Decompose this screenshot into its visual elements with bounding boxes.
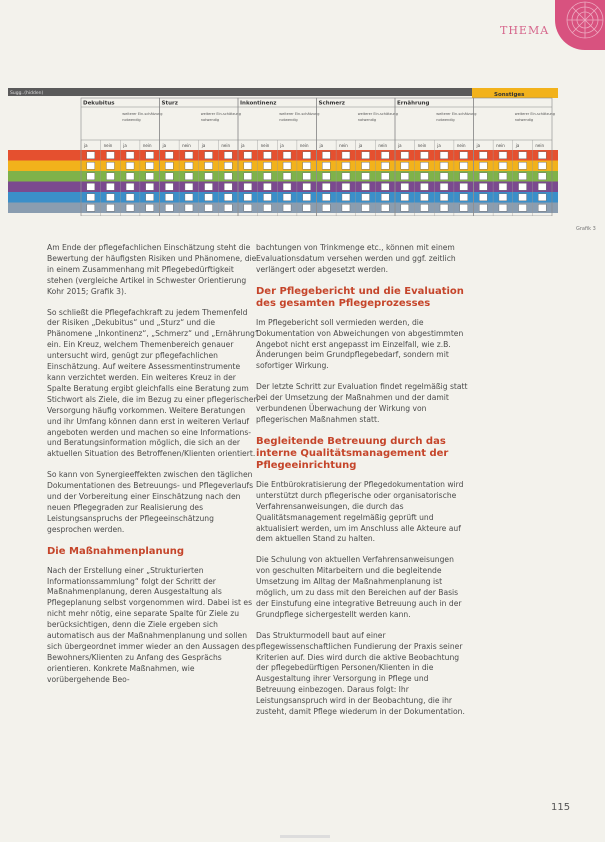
checkbox-cell [106, 183, 114, 190]
checkbox-cell [538, 194, 546, 201]
subheader-text: weiterer Ein-schätzung [122, 112, 163, 116]
paragraph: Im Pflegebericht soll vermieden werden, die Dokumentation von Abweichungen von abgestimmten Angebot nicht erst angepasst im Einzelfall, wie z.B. Änderungen beim Grundpflegebedarf, sondern mit sofortiger Wirkung. [256, 317, 464, 371]
checkbox-cell [224, 183, 232, 190]
checkbox-cell [283, 183, 291, 190]
checkbox-cell [420, 204, 428, 211]
paragraph: Nach der Erstellung einer „Strukturierten Informationssammlung“ folgt der Schritt der Maßnahmenplanung, deren Ausgestaltung als Pflegeplanung selbst vorgenommen wird. Dabei ist es nicht mehr nötig, eine separate Spalte für Ziele zu berücksichtigen, denn die Ziele ergeben sich automatisch aus der Maßnahmenplanung und sollen sich übergeordnet immer wieder an den Aussagen des Bewohners/Klienten zu Anfang des Gesprächs orientieren. Konkrete Maßnahmen, wie vorübergehende Beo- [47, 565, 256, 684]
subheader-text: weiterer Ein-schätzung [436, 112, 477, 116]
checkbox-cell [106, 152, 114, 159]
checkbox-cell [244, 194, 252, 201]
heading-massnahmenplanung: Die Maßnahmenplanung [47, 545, 185, 557]
checkbox-cell [499, 183, 507, 190]
checkbox-cell [205, 194, 213, 201]
checkbox-cell [165, 183, 173, 190]
checkbox-cell [165, 152, 173, 159]
checkbox-cell [165, 162, 173, 169]
checkbox-cell [460, 162, 468, 169]
group-label: Ernährung [397, 100, 430, 107]
checkbox-cell [460, 173, 468, 180]
checkbox-cell [205, 173, 213, 180]
checkbox-cell [87, 162, 95, 169]
checkbox-cell [479, 162, 487, 169]
yesno-label: nein [496, 143, 505, 148]
checkbox-cell [146, 162, 154, 169]
checkbox-cell [381, 183, 389, 190]
checkbox-cell [146, 204, 154, 211]
checkbox-cell [303, 183, 311, 190]
yesno-label: nein [456, 143, 466, 148]
yesno-label: ja [319, 143, 324, 148]
subheader-text: weiterer Ein-schätzung [514, 112, 555, 116]
yesno-label: nein [339, 143, 348, 148]
paragraph: Die Schulung von aktuellen Verfahrensanweisungen von geschulten Mitarbeitern und die begleitende Umsetzung im Alltag der Maßnahmenplanung ist möglich, um zu dass mit den Bereichen auf der Basis der Einstufung eine integrative Betreuung auch in der Grundpflege sichergestellt werden kann. [256, 555, 462, 619]
yesno-label: ja [201, 143, 206, 148]
checkbox-cell [283, 152, 291, 159]
paragraph: bachtungen von Trinkmenge etc., können mit einem Evaluationsdatum versehen werden und ggf. zeitlich verlängert oder abgesetzt werden. [256, 243, 456, 274]
checkbox-cell [185, 162, 193, 169]
checkbox-cell [165, 204, 173, 211]
checkbox-cell [205, 162, 213, 169]
checkbox-cell [224, 173, 232, 180]
checkbox-cell [244, 152, 252, 159]
checkbox-cell [519, 152, 527, 159]
checkbox-cell [440, 152, 448, 159]
subheader-text: notwendig [200, 118, 220, 122]
heading-pflegebericht: Der Pflegebericht und die Evaluation des gesamten Pflegeprozesses [256, 285, 464, 309]
checkbox-cell [263, 204, 271, 211]
checkbox-cell [146, 183, 154, 190]
checkbox-cell [185, 183, 193, 190]
checkbox-cell [205, 204, 213, 211]
checkbox-cell [342, 194, 350, 201]
yesno-label: ja [437, 143, 441, 148]
checkbox-cell [224, 152, 232, 159]
figure-caption: Grafik 3 [576, 226, 596, 232]
checkbox-cell [440, 194, 448, 201]
checkbox-cell [106, 194, 114, 201]
checkbox-cell [401, 194, 409, 201]
checkbox-cell [460, 152, 468, 159]
checkbox-cell [244, 183, 252, 190]
subheader-text: weiterer Ein-schätzung [357, 112, 398, 116]
text-column-left [47, 243, 259, 696]
checkbox-cell [342, 204, 350, 211]
checkbox-cell [87, 204, 95, 211]
checkbox-cell [322, 183, 330, 190]
checkbox-cell [283, 162, 291, 169]
checkbox-cell [499, 152, 507, 159]
checkbox-cell [224, 204, 232, 211]
checkbox-cell [126, 204, 134, 211]
checkbox-cell [185, 204, 193, 211]
checkbox-cell [499, 173, 507, 180]
checkbox-cell [126, 194, 134, 201]
checkbox-cell [244, 173, 252, 180]
yesno-label: nein [417, 143, 427, 148]
yesno-label: nein [535, 143, 545, 148]
checkbox-cell [322, 162, 330, 169]
checkbox-cell [362, 194, 370, 201]
checkbox-cell [126, 162, 134, 169]
yesno-label: nein [299, 143, 309, 148]
checkbox-cell [362, 173, 370, 180]
checkbox-cell [362, 152, 370, 159]
checkbox-cell [263, 162, 271, 169]
checkbox-cell [342, 162, 350, 169]
checkbox-cell [479, 204, 487, 211]
yesno-label: ja [123, 143, 127, 148]
checkbox-cell [420, 152, 428, 159]
checkbox-cell [499, 194, 507, 201]
checkbox-cell [106, 162, 114, 169]
checkbox-cell [381, 204, 389, 211]
checkbox-cell [519, 162, 527, 169]
checkbox-cell [185, 194, 193, 201]
checkbox-cell [401, 204, 409, 211]
yesno-label: ja [280, 143, 284, 148]
checkbox-cell [440, 183, 448, 190]
group-label: Sturz [161, 100, 178, 107]
checkbox-cell [499, 204, 507, 211]
checkbox-cell [538, 162, 546, 169]
group-label: Dekubitus [83, 100, 115, 107]
checkbox-cell [460, 204, 468, 211]
checkbox-cell [303, 152, 311, 159]
yesno-label: ja [241, 143, 245, 148]
yesno-label: ja [476, 143, 481, 148]
group-label: Schmerz [318, 100, 346, 107]
checkbox-cell [283, 173, 291, 180]
checkbox-cell [185, 152, 193, 159]
yesno-label: nein [221, 143, 231, 148]
yesno-label: ja [398, 143, 402, 148]
checkbox-cell [362, 183, 370, 190]
checkbox-cell [519, 183, 527, 190]
sonstiges-label: Sonstiges [494, 92, 525, 98]
checkbox-cell [87, 152, 95, 159]
yesno-label: nein [378, 143, 388, 148]
checkbox-cell [479, 173, 487, 180]
checkbox-cell [303, 194, 311, 201]
checkbox-cell [420, 183, 428, 190]
checkbox-cell [244, 162, 252, 169]
checkbox-cell [322, 194, 330, 201]
checkbox-cell [146, 173, 154, 180]
yesno-label: nein [182, 143, 191, 148]
checkbox-cell [401, 183, 409, 190]
checkbox-cell [283, 194, 291, 201]
paragraph: Am Ende der pflegefachlichen Einschätzung steht die Bewertung der häufigsten Risiken und Phänomene, die in einem Zusammenhang mit Pflegebedürftigkeit stehen (vergleiche Artikel in Schwester Orientierung Kohr 2015; Grafik 3). [47, 243, 257, 296]
heading-begleitende-betreuung: Begleitende Betreuung durch das interne Qualitätsmanagement der Pflegeeinrichtung [256, 435, 449, 471]
section-label: THEMA [500, 24, 550, 37]
subheader-text: weiterer Ein-schätzung [279, 112, 320, 116]
checkbox-cell [342, 183, 350, 190]
text-column-right [256, 243, 469, 728]
table-title: Sugg..(hidden) [10, 91, 44, 96]
checkbox-cell [342, 152, 350, 159]
checkbox-cell [106, 204, 114, 211]
checkbox-cell [440, 204, 448, 211]
yesno-label: ja [515, 143, 520, 148]
checkbox-cell [165, 173, 173, 180]
checkbox-cell [185, 173, 193, 180]
checkbox-cell [440, 173, 448, 180]
checkbox-cell [303, 162, 311, 169]
checkbox-cell [146, 194, 154, 201]
checkbox-cell [538, 204, 546, 211]
bottom-divider [280, 835, 330, 838]
yesno-label: nein [103, 143, 113, 148]
checkbox-cell [205, 183, 213, 190]
paragraph: Der letzte Schritt zur Evaluation findet regelmäßig statt bei der Umsetzung der Maßnahmen und der damit verbundenen Überwachung der Wirkung von pflegerischen Maßnahmen statt. [256, 382, 468, 424]
checkbox-cell [460, 194, 468, 201]
checkbox-cell [106, 173, 114, 180]
checkbox-cell [263, 173, 271, 180]
subheader-text: notwendig [514, 118, 534, 122]
checkbox-cell [205, 152, 213, 159]
checkbox-cell [263, 183, 271, 190]
checkbox-cell [146, 152, 154, 159]
yesno-label: nein [260, 143, 270, 148]
checkbox-cell [126, 152, 134, 159]
checkbox-cell [224, 162, 232, 169]
checkbox-cell [303, 173, 311, 180]
group-label: Inkontinenz [240, 100, 277, 107]
checkbox-cell [322, 173, 330, 180]
yesno-label: ja [358, 143, 363, 148]
paragraph: So kann von Synergieeffekten zwischen den täglichen Dokumentationen des Betreuungs- und Pflegeverlaufs und der Vorbereitung einer Einschätzung nach den neuen Pflegegraden zur Realisierung des Leistungsanspruchs der Pflegeeinschätzung gesprochen werden. [47, 470, 254, 534]
checkbox-cell [283, 204, 291, 211]
checkbox-cell [460, 183, 468, 190]
checkbox-cell [381, 194, 389, 201]
assessment-matrix-table [8, 88, 558, 216]
rosette-logo-icon [555, 0, 605, 50]
checkbox-cell [519, 173, 527, 180]
page-number: 115 [551, 802, 571, 813]
checkbox-cell [381, 162, 389, 169]
checkbox-cell [87, 173, 95, 180]
checkbox-cell [538, 183, 546, 190]
checkbox-cell [322, 152, 330, 159]
checkbox-cell [519, 204, 527, 211]
checkbox-cell [381, 152, 389, 159]
yesno-label: nein [142, 143, 152, 148]
checkbox-cell [420, 162, 428, 169]
checkbox-cell [126, 183, 134, 190]
checkbox-cell [362, 204, 370, 211]
checkbox-cell [381, 173, 389, 180]
checkbox-cell [420, 194, 428, 201]
checkbox-cell [479, 194, 487, 201]
checkbox-cell [244, 204, 252, 211]
paragraph: Das Strukturmodell baut auf einer pflegewissenschaftlichen Fundierung der Praxis seiner Kriterien auf. Dies wird durch die aktive Beobachtung der pflegebedürftigen Personen/Klienten in die Ausgestaltung ihrer Versorgung in Pflege und Betreuung einbezogen. Daraus folgt: Ihr Leistungsanspruch wird in der Beobachtung, die ihr zusteht, damit Pflege wiederum in der Dokumentation. [256, 630, 465, 717]
checkbox-cell [87, 194, 95, 201]
yesno-label: ja [84, 143, 88, 148]
checkbox-cell [401, 152, 409, 159]
checkbox-cell [87, 183, 95, 190]
checkbox-cell [401, 162, 409, 169]
checkbox-cell [499, 162, 507, 169]
subheader-text: weiterer Ein-schätzung [200, 112, 241, 116]
checkbox-cell [362, 162, 370, 169]
subheader-text: notwendig [279, 118, 298, 122]
paragraph: Die Entbürokratisierung der Pflegedokumentation wird unterstützt durch pflegerische oder organisatorische Verfahrensanweisungen, die durch das Qualitätsmanagement regelmäßig geprüft und aktualisiert werden, um im Anschluss alle Akteure auf dem aktuellen Stand zu halten. [256, 479, 464, 544]
checkbox-cell [263, 194, 271, 201]
checkbox-cell [479, 183, 487, 190]
subheader-text: notwendig [122, 118, 141, 122]
checkbox-cell [479, 152, 487, 159]
yesno-label: ja [162, 143, 167, 148]
checkbox-cell [224, 194, 232, 201]
subheader-text: notwendig [357, 118, 377, 122]
checkbox-cell [401, 173, 409, 180]
checkbox-cell [126, 173, 134, 180]
checkbox-cell [165, 194, 173, 201]
checkbox-cell [322, 204, 330, 211]
checkbox-cell [303, 204, 311, 211]
checkbox-cell [519, 194, 527, 201]
subheader-text: notwendig [436, 118, 455, 122]
checkbox-cell [342, 173, 350, 180]
checkbox-cell [538, 173, 546, 180]
paragraph: So schließt die Pflegefachkraft zu jedem Themenfeld der Risiken „Dekubitus“ und „Sturz“ und die Phänomene „Inkontinenz“, „Schmerz“ und „Ernährung“ ein. Ein Kreuz, welchem Themenbereich genauer untersucht wird, genügt zur pflegefachlichen Einschätzung. Auf weitere Assessmentinstrumente kann verzichtet werden. Ein weiteres Kreuz in der Spalte Beratung ergibt gleichfalls eine Beratung zum Stichwort als Ziele, die im Bezug zu einer pflegerischen Versorgung häufig vorkommen. Weitere Beratungen und ihr Umfang können dann erst in weiteren Verlauf angeboten werden und machen so eine Informations- und Beratungsinformation möglich, die sich an der aktuellen Situation des Betroffenen/Klienten orientiert. [47, 307, 259, 459]
checkbox-cell [538, 152, 546, 159]
checkbox-cell [420, 173, 428, 180]
checkbox-cell [263, 152, 271, 159]
checkbox-cell [440, 162, 448, 169]
